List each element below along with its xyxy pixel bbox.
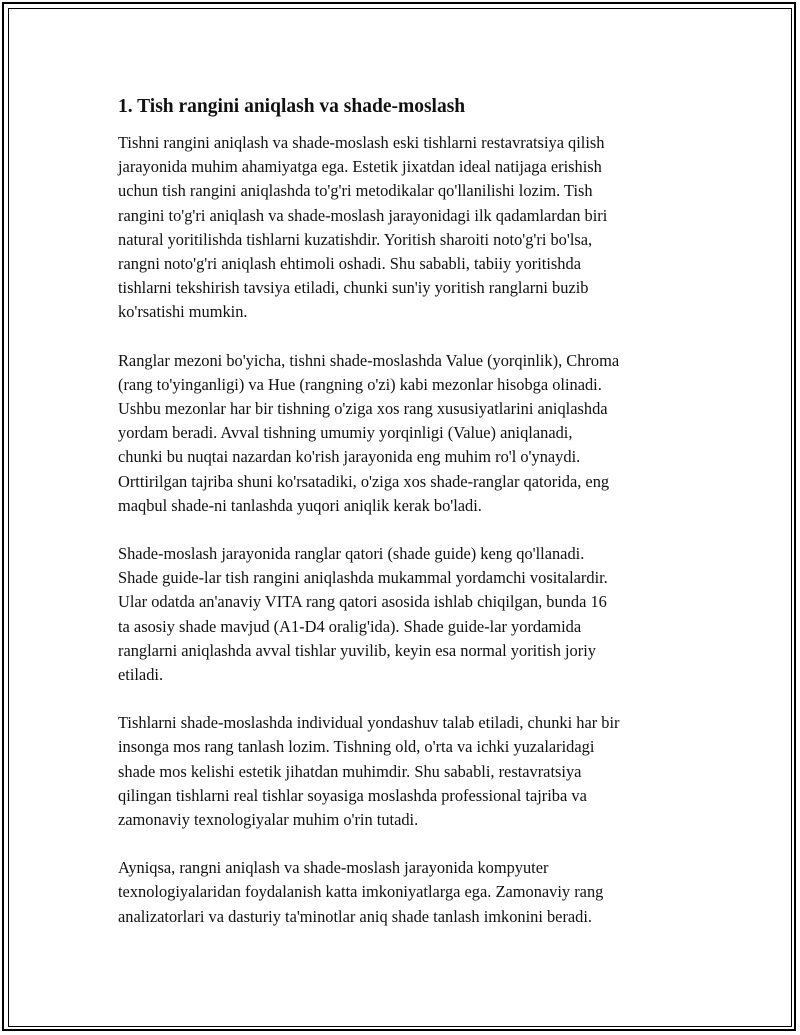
text-line: (rang to'yinganligi) va Hue (rangning o'zi) kabi mezonlar hisobga olinadi.	[118, 374, 602, 394]
text-line: Ayniqsa, rangni aniqlash va shade-moslash jarayonida kompyuter	[118, 858, 549, 878]
section-heading: 1. Tish rangini aniqlash va shade-moslash	[118, 96, 466, 117]
text-line: maqbul shade-ni tanlashda yuqori aniqlik kerak bo'ladi.	[118, 495, 482, 515]
text-line: tishlarni tekshirish tavsiya etiladi, chunki sun'iy yoritish ranglarni buzib	[118, 278, 589, 298]
text-line: analizatorlari va dasturiy ta'minotlar aniq shade tanlash imkonini beradi.	[118, 906, 593, 926]
text-line: shade mos kelishi estetik jihatdan muhimdir. Shu sababli, restavratsiya	[118, 761, 582, 781]
text-line: rangni noto'g'ri aniqlash ehtimoli oshadi. Shu sababli, tabiiy yoritishda	[118, 254, 581, 274]
text-line: Ular odatda an'anaviy VITA rang qatori asosida ishlab chiqilgan, bunda 16	[118, 592, 607, 612]
text-line: insonga mos rang tanlash lozim. Tishning old, o'rta va ichki yuzalaridagi	[118, 737, 595, 757]
text-line: Ranglar mezoni bo'yicha, tishni shade-moslashda Value (yorqinlik), Chroma	[118, 350, 620, 370]
text-line: qilingan tishlarni real tishlar soyasiga moslashda professional tajriba va	[118, 785, 587, 805]
text-line: yordam beradi. Avval tishning umumiy yorqinligi (Value) aniqlanadi,	[118, 423, 573, 443]
document-body	[118, 95, 698, 953]
paragraph-1	[118, 131, 698, 325]
text-line: texnologiyalaridan foydalanish katta imkoniyatlarga ega. Zamonaviy rang	[118, 882, 604, 902]
text-line: ranglarni aniqlashda avval tishlar yuvilib, keyin esa normal yoritish joriy	[118, 640, 596, 660]
text-line: ko'rsatishi mumkin.	[118, 302, 248, 322]
text-line: Shade guide-lar tish rangini aniqlashda mukammal yordamchi vositalardir.	[118, 568, 608, 588]
text-line: jarayonida muhim ahamiyatga ega. Estetik jixatdan ideal natijaga erishish	[118, 157, 602, 177]
text-line: etiladi.	[118, 665, 164, 685]
paragraph-2	[118, 349, 698, 518]
text-line: natural yoritilishda tishlarni kuzatishdir. Yoritish sharoiti noto'g'ri bo'lsa,	[118, 229, 593, 249]
text-line: Tishni rangini aniqlash va shade-moslash eski tishlarni restavratsiya qilish	[118, 133, 605, 152]
text-line: uchun tish rangini aniqlashda to'g'ri metodikalar qo'llanilishi lozim. Tish	[118, 181, 593, 201]
text-line: Orttirilgan tajriba shuni ko'rsatadiki, o'ziga xos shade-ranglar qatorida, eng	[118, 471, 610, 491]
text-line: Tishlarni shade-moslashda individual yondashuv talab etiladi, chunki har bir	[118, 713, 620, 733]
text-line: zamonaviy texnologiyalar muhim o'rin tutadi.	[118, 810, 419, 830]
text-line: Shade-moslash jarayonida ranglar qatori (shade guide) keng qo'llanadi.	[118, 544, 585, 564]
paragraph-5	[118, 856, 698, 929]
paragraph-container	[118, 131, 698, 929]
text-line: Ushbu mezonlar har bir tishning o'ziga xos rang xususiyatlarini aniqlashda	[118, 399, 608, 419]
text-line: rangini to'g'ri aniqlash va shade-moslash jarayonidagi ilk qadamlardan biri	[118, 205, 608, 225]
paragraph-4	[118, 711, 698, 832]
text-line: chunki bu nuqtai nazardan ko'rish jarayonida eng muhim ro'l o'ynaydi.	[118, 447, 581, 467]
text-line: ta asosiy shade mavjud (A1-D4 oralig'ida). Shade guide-lar yordamida	[118, 616, 582, 636]
paragraph-3	[118, 542, 698, 687]
